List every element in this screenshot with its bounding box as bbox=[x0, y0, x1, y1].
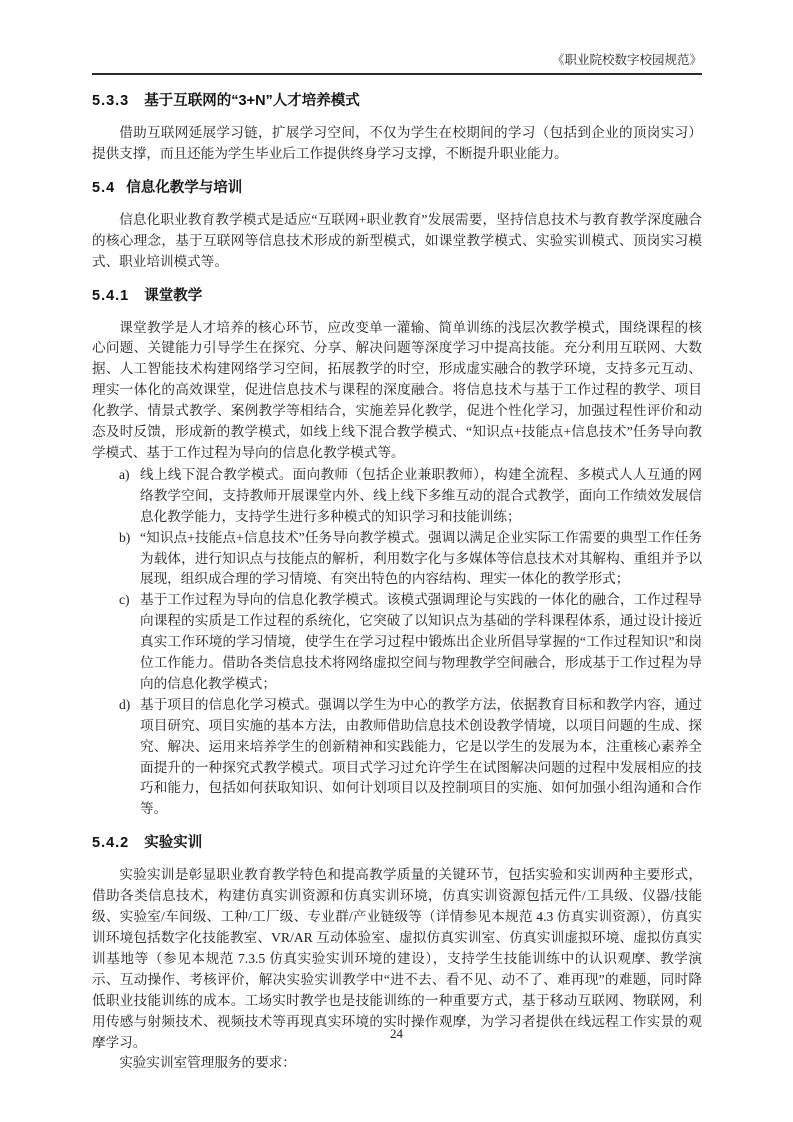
page-header bbox=[92, 52, 702, 75]
list-text-d: 基于项目的信息化学习模式。强调以学生为中心的教学方法，依据教育目标和教学内容，通过项目研究、项目实施的基本方法，由教师借助信息技术创设教学情境，以项目问题的生成、探究、解决、运用来培养学生的创新精神和实践能力，它是以学生的发展为本，注重核心素养全面提升的一种探究式教学模式。项目式学习过允许学生在试图解决问题的过程中发展相应的技巧和能力，包括如何获取知识、如何计划项目以及控制项目的实施、如何加强小组沟通和合作等。 bbox=[140, 696, 702, 817]
section-heading-5-4-2 bbox=[92, 834, 702, 852]
paragraph-5-3-3: 借助互联网延展学习链，扩展学习空间，不仅为学生在校期间的学习（包括到企业的顶岗实习）提供支撑，而且还能为学生毕业后工作提供终身学习支撑，不断提升职业能力。 bbox=[92, 125, 702, 161]
list-text-a: 线上线下混合教学模式。面向教师（包括企业兼职教师），构建全流程、多模式人人互通的网络教学空间，支持教师开展课堂内外、线上线下多维互动的混合式教学，面向工作绩效发展信息化教学能力，支持学生进行多种模式的知识学习和技能训练； bbox=[140, 466, 702, 524]
section-title-5-4-1: 课堂教学 bbox=[144, 287, 203, 304]
paragraph-5-4-2: 实验实训是彰显职业教育教学特色和提高教学质量的关键环节，包括实验和实训两种主要形式，借助各类信息技术，构建仿真实训资源和仿真实训环境，仿真实训资源包括元件/工具级、仪器/技能级、实验室/车间级、工种/工厂级、专业群/产业链级等（详情参见本规范 4.3 仿真实训资源），仿真实训环境包括数字化技能教室、VR/AR 互动体验室、虚拟仿真实训室、仿真实训虚拟环境、虚拟仿真实训基地等（参见本规范 7.3.5 仿真实验实训环境的建设），支持学生技能训练中的认识观摩、教学演示、互动操作、考核评价，解决实验实训教学中“进不去、看不见、动不了、难再现”的难题，同时降低职业技能训练的成本。工场实时教学也是技能训练的一种重要方式，基于移动互联网、物联网，利用传感与射频技术、视频技术等再现真实环境的实时操作观摩，为学习者提供在线远程工作实景的观摩学习。 bbox=[92, 867, 702, 1050]
section-number-5-4: 5.4 bbox=[92, 179, 116, 196]
section-heading-5-4-1 bbox=[92, 287, 702, 305]
list-item-c bbox=[119, 590, 702, 695]
paragraph-5-4-2-requirements: 实验实训室管理服务的要求： bbox=[119, 1055, 296, 1071]
list-item-a bbox=[119, 465, 702, 528]
page-content bbox=[92, 84, 702, 1074]
list-text-c: 基于工作过程为导向的信息化教学模式。该模式强调理论与实践的一体化的融合，工作过程导向课程的实质是工作过程的系统化，它突破了以知识点为基础的学科课程体系，通过设计接近真实工作环境的学习情境，使学生在学习过程中锻炼出企业所倡导掌握的“工作过程知识”和岗位工作能力。借助各类信息技术将网络虚拟空间与物理教学空间融合，形成基于工作过程为导向的信息化教学模式； bbox=[140, 592, 702, 691]
list-item-b bbox=[119, 528, 702, 591]
page-number: 24 bbox=[390, 1026, 403, 1041]
section-heading-5-3-3 bbox=[92, 92, 702, 110]
section-heading-5-4 bbox=[92, 179, 702, 197]
list-text-b: “知识点+技能点+信息技术”任务导向教学模式。强调以满足企业实际工作需要的典型工作任务为载体，进行知识点与技能点的解析，利用数字化与多媒体等信息技术对其解构、重组并予以展现，组织成合理的学习情境、有突出特色的内容结构、理实一体化的教学形式； bbox=[140, 529, 702, 587]
section-title-5-3-3: 基于互联网的“3+N”人才培养模式 bbox=[144, 93, 360, 109]
page-footer bbox=[0, 1026, 793, 1042]
list-marker-a: a) bbox=[119, 466, 130, 482]
list-marker-c: c) bbox=[119, 592, 130, 608]
section-number-5-4-2: 5.4.2 bbox=[92, 835, 130, 852]
list-marker-d: d) bbox=[119, 696, 131, 712]
paragraph-5-4-1: 课堂教学是人才培养的核心环节，应改变单一灌输、简单训练的浅层次教学模式，围绕课程的核心问题、关键能力引导学生在探究、分享、解决问题等深度学习中提高技能。充分利用互联网、大数据、人工智能技术构建网络学习空间，拓展教学的时空，形成虚实融合的教学环境，支持多元互动、理实一体化的高效课堂，促进信息技术与课程的深度融合。将信息技术与基于工作过程的教学、项目化教学、情景式教学、案例教学等相结合，实施差异化教学，促进个性化学习，加强过程性评价和动态及时反馈，形成新的教学模式，如线上线下混合教学模式、“知识点+技能点+信息技术”任务导向教学模式、基于工作过程为导向的信息化教学模式等。 bbox=[92, 319, 702, 460]
section-number-5-4-1: 5.4.1 bbox=[92, 287, 130, 304]
section-title-5-4: 信息化教学与培训 bbox=[126, 179, 243, 196]
teaching-mode-list bbox=[92, 465, 702, 820]
section-number-5-3-3: 5.3.3 bbox=[92, 93, 130, 109]
list-item-d bbox=[119, 695, 702, 820]
section-title-5-4-2: 实验实训 bbox=[144, 835, 203, 852]
document-title: 《职业院校数字校园规范》 bbox=[551, 53, 702, 67]
paragraph-5-4: 信息化职业教育教学模式是适应“互联网+职业教育”发展需要，坚持信息技术与教育教学深度融合的核心理念，基于互联网等信息技术形成的新型模式，如课堂教学模式、实验实训模式、顶岗实习模式、职业培训模式等。 bbox=[92, 211, 702, 269]
list-marker-b: b) bbox=[119, 529, 131, 545]
